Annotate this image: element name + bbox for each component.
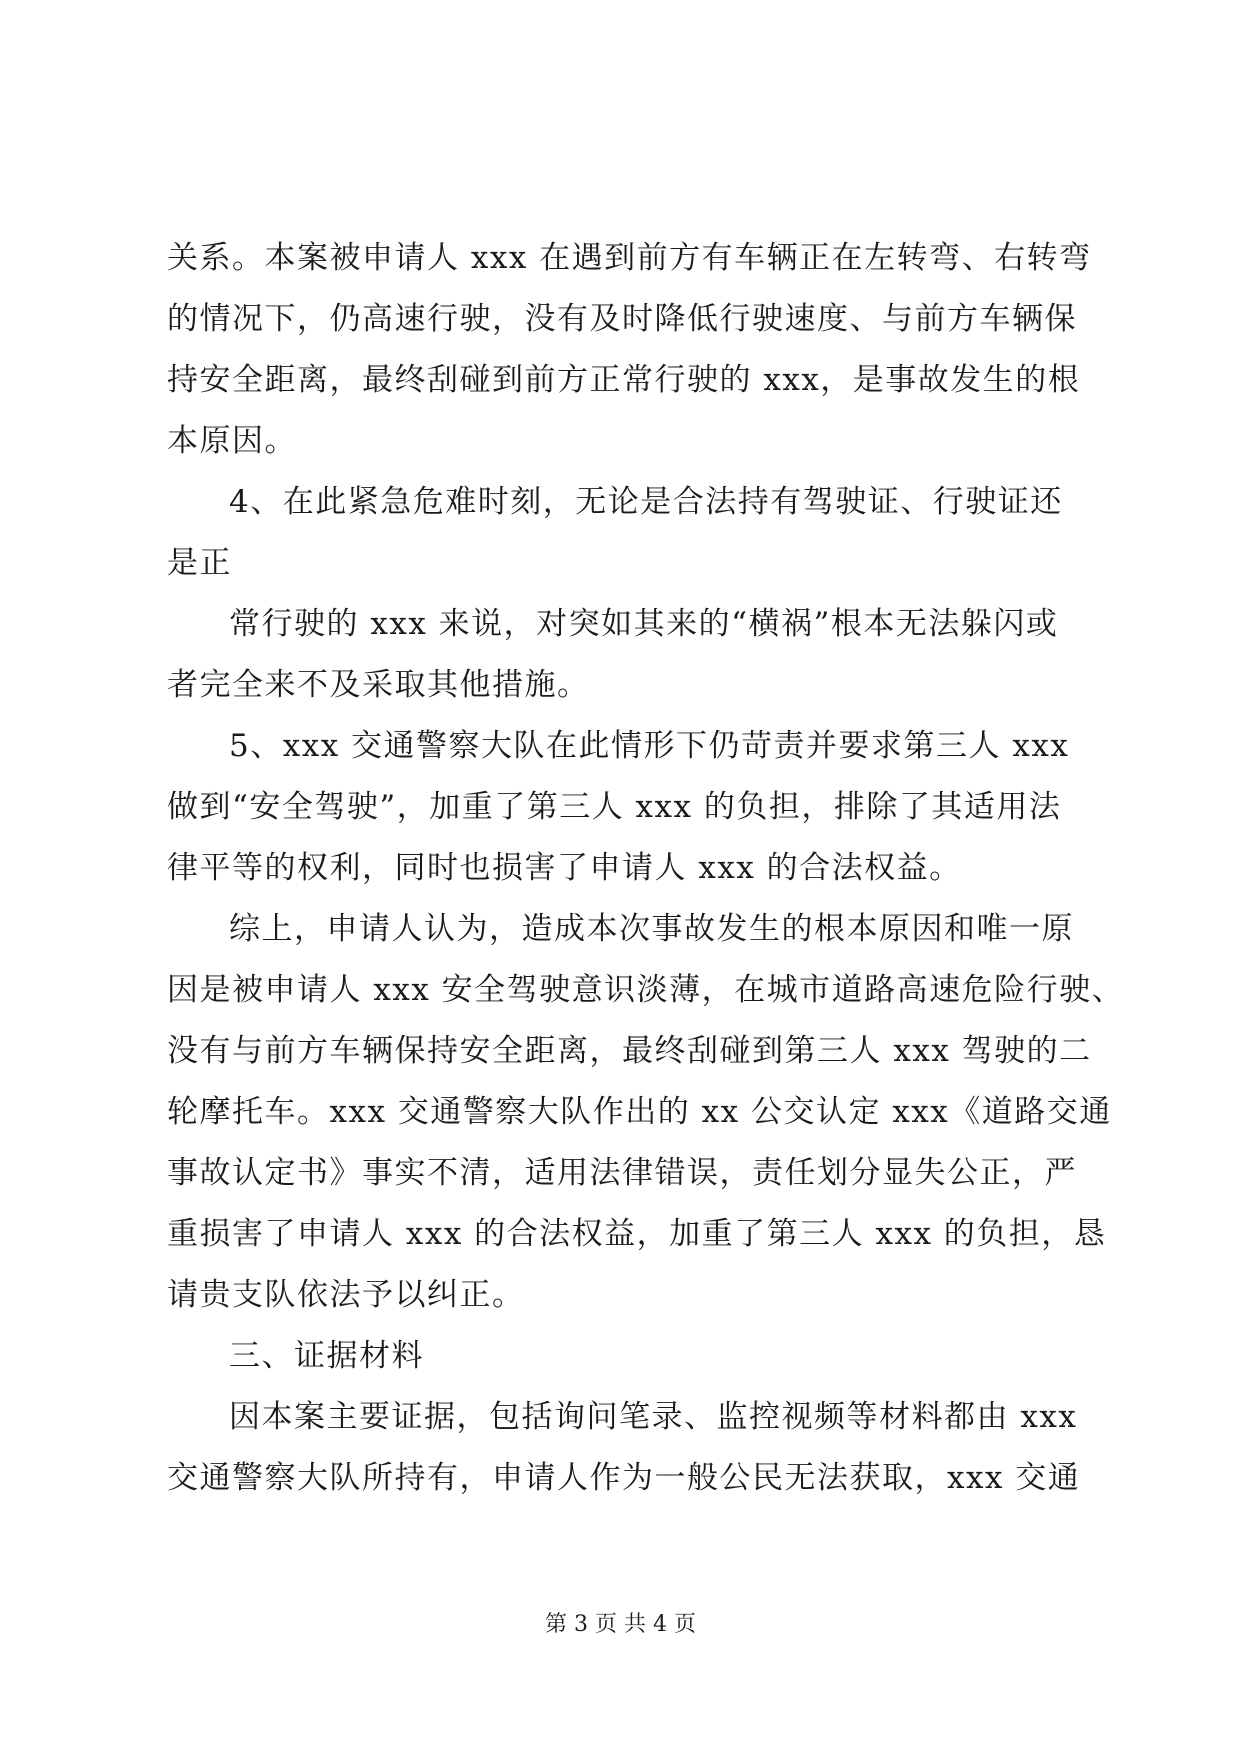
text-line: 轮摩托车。xxx 交通警察大队作出的 xx 公交认定 xxx《道路交通 [167, 1094, 1112, 1130]
text-line: 本原因。 [167, 423, 297, 459]
text-line: 交通警察大队所持有，申请人作为一般公民无法获取，xxx 交通 [167, 1460, 1081, 1496]
text-line: 做到“安全驾驶”，加重了第三人 xxx 的负担，排除了其适用法 [167, 789, 1062, 825]
page-number-footer: 第 3 页 共 4 页 [545, 1612, 696, 1637]
text-line: 事故认定书》事实不清，适用法律错误，责任划分显失公正，严 [167, 1155, 1077, 1191]
text-line: 没有与前方车辆保持安全距离，最终刮碰到第三人 xxx 驾驶的二 [167, 1033, 1092, 1069]
text-line: 律平等的权利，同时也损害了申请人 xxx 的合法权益。 [167, 850, 962, 886]
text-line: 综上，申请人认为，造成本次事故发生的根本原因和唯一原 [229, 911, 1074, 947]
text-line: 持安全距离，最终刮碰到前方正常行驶的 xxx，是事故发生的根 [167, 362, 1081, 398]
text-line: 的情况下，仍高速行驶，没有及时降低行驶速度、与前方车辆保 [167, 301, 1077, 337]
text-line: 因本案主要证据，包括询问笔录、监控视频等材料都由 xxx [229, 1399, 1078, 1435]
text-line: 常行驶的 xxx 来说，对突如其来的“横祸”根本无法躲闪或 [229, 606, 1059, 642]
text-line: 5、xxx 交通警察大队在此情形下仍苛责并要求第三人 xxx [229, 728, 1070, 764]
text-line: 者完全来不及采取其他措施。 [167, 667, 590, 703]
text-line: 重损害了申请人 xxx 的合法权益，加重了第三人 xxx 的负担，恳 [167, 1216, 1107, 1252]
document-body [167, 228, 1125, 1509]
section-heading: 三、证据材料 [229, 1338, 424, 1374]
text-line: 是正 [167, 545, 232, 581]
text-line: 4、在此紧急危难时刻，无论是合法持有驾驶证、行驶证还 [229, 484, 1063, 520]
text-line: 关系。本案被申请人 xxx 在遇到前方有车辆正在左转弯、右转弯 [167, 240, 1092, 276]
text-line: 请贵支队依法予以纠正。 [167, 1277, 525, 1313]
text-line: 因是被申请人 xxx 安全驾驶意识淡薄，在城市道路高速危险行驶、 [167, 972, 1125, 1008]
